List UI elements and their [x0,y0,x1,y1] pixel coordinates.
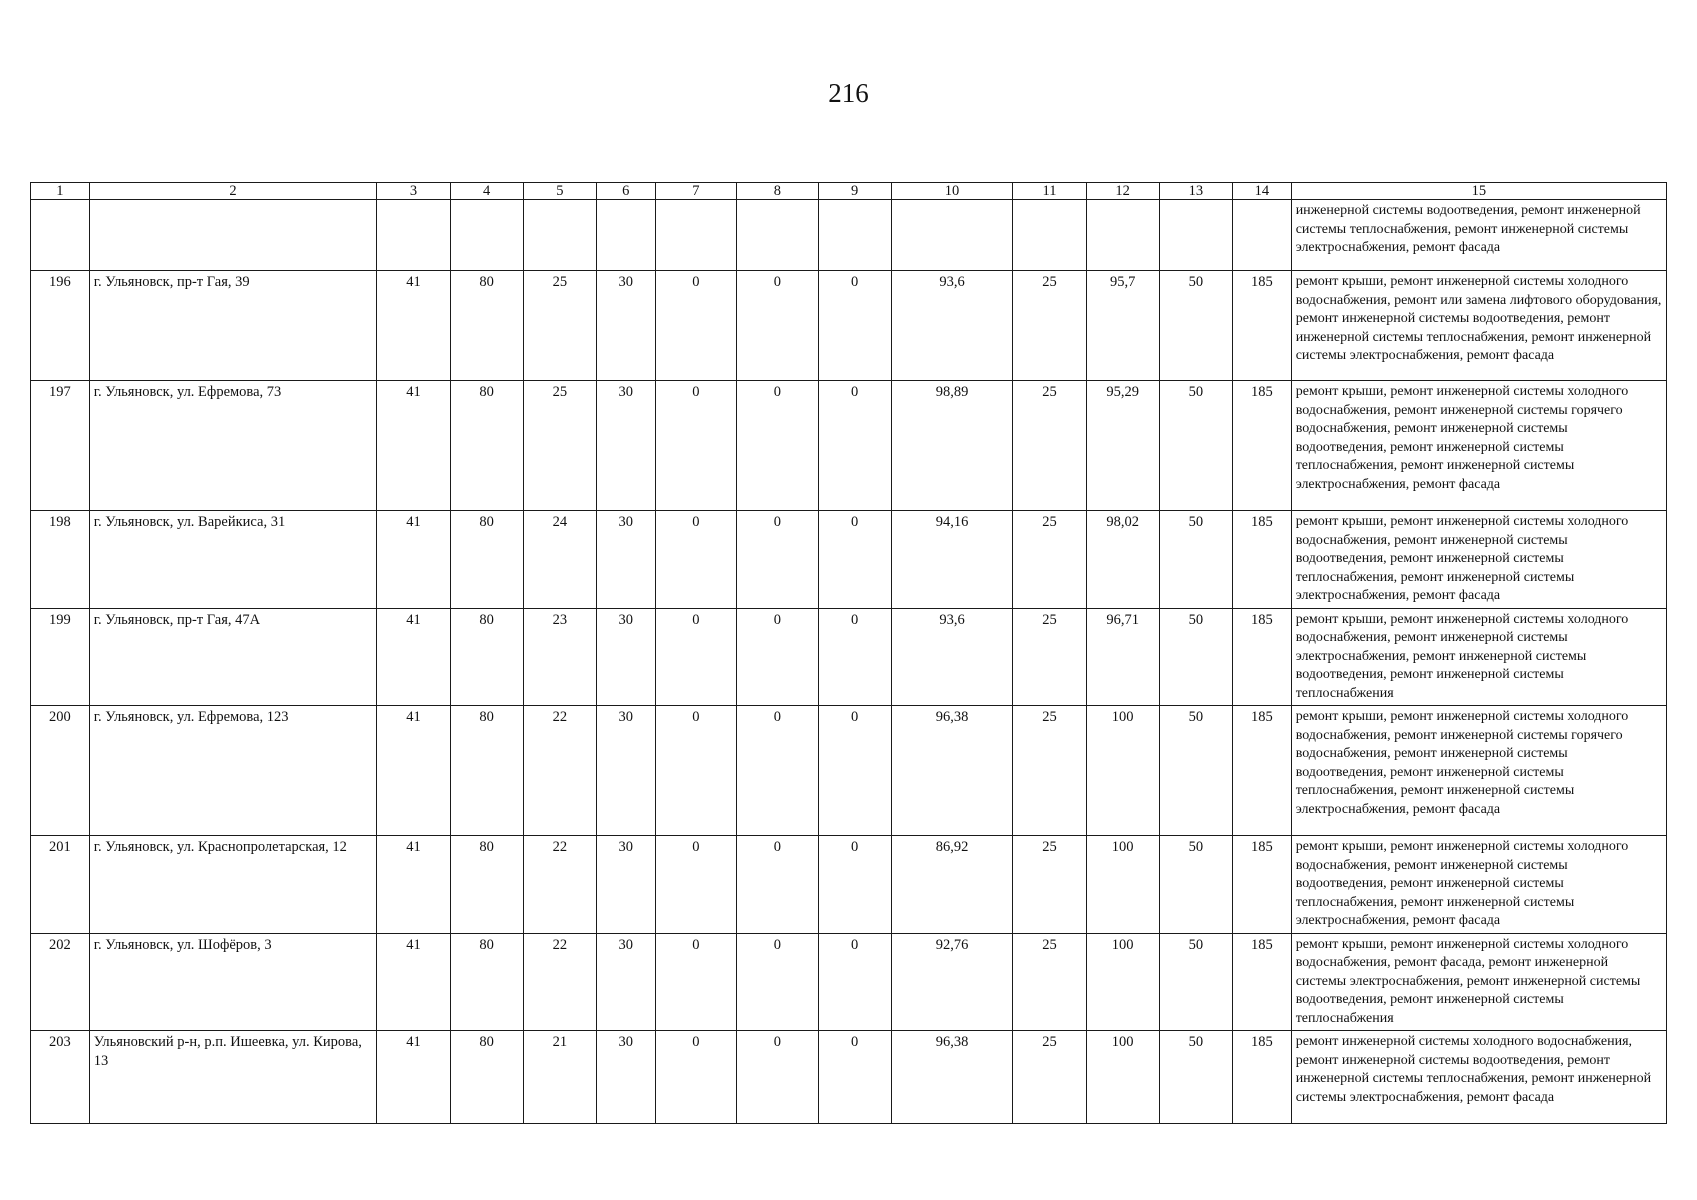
value-cell-14: 185 [1232,1031,1291,1124]
table-row [31,836,1667,934]
column-header-7: 7 [655,183,736,200]
value-cell-10: 96,38 [891,1031,1013,1124]
value-cell-9: 0 [818,836,891,934]
table-header-row [31,183,1667,200]
value-cell-4: 80 [450,1031,523,1124]
value-cell-8: 0 [737,933,818,1031]
table-row-continuation [31,200,1667,271]
works-cell: ремонт крыши, ремонт инженерной системы холодного водоснабжения, ремонт инженерной системы горячего водоснабжения, ремонт инженерной системы водоотведения, ремонт инженерной системы теплоснабжения, ремонт инженерной системы электроснабжения, ремонт фасада [1291,381,1666,511]
value-cell-3: 41 [377,836,450,934]
value-cell-12: 96,71 [1086,608,1159,706]
value-cell-7: 0 [655,608,736,706]
value-cell-9: 0 [818,271,891,381]
value-cell-4: 80 [450,608,523,706]
column-header-13: 13 [1159,183,1232,200]
value-cell-13: 50 [1159,933,1232,1031]
value-cell-8: 0 [737,608,818,706]
column-header-6: 6 [596,183,655,200]
value-cell-11: 25 [1013,381,1086,511]
value-cell-13: 50 [1159,836,1232,934]
value-cell-3: 41 [377,381,450,511]
row-number-cell: 201 [31,836,90,934]
value-cell-14: 185 [1232,511,1291,609]
value-cell-7: 0 [655,271,736,381]
column-header-15: 15 [1291,183,1666,200]
column-header-10: 10 [891,183,1013,200]
value-cell-10: 93,6 [891,271,1013,381]
value-cell-10: 92,76 [891,933,1013,1031]
page-number: 216 [828,78,869,108]
row-number-cell: 196 [31,271,90,381]
value-cell-11: 25 [1013,933,1086,1031]
value-cell-8: 0 [737,706,818,836]
table-row [31,608,1667,706]
value-cell-12: 100 [1086,933,1159,1031]
value-cell-4: 80 [450,381,523,511]
value-cell-13: 50 [1159,511,1232,609]
value-cell-10: 98,89 [891,381,1013,511]
row-number-cell: 199 [31,608,90,706]
works-cell: ремонт крыши, ремонт инженерной системы холодного водоснабжения, ремонт инженерной системы горячего водоснабжения, ремонт инженерной системы водоотведения, ремонт инженерной системы теплоснабжения, ремонт инженерной системы электроснабжения, ремонт фасада [1291,706,1666,836]
value-cell-12: 100 [1086,836,1159,934]
value-cell-9: 0 [818,381,891,511]
value-cell-12: 95,7 [1086,271,1159,381]
value-cell-13: 50 [1159,1031,1232,1124]
value-cell-3: 41 [377,511,450,609]
value-cell-14: 185 [1232,381,1291,511]
address-cell: г. Ульяновск, ул. Ефремова, 73 [89,381,377,511]
value-cell-11: 25 [1013,706,1086,836]
value-cell-6: 30 [596,1031,655,1124]
value-cell-14: 185 [1232,271,1291,381]
table-row [31,1031,1667,1124]
value-cell-3: 41 [377,706,450,836]
table-row [31,933,1667,1031]
value-cell-5: 23 [523,608,596,706]
value-cell-12: 100 [1086,706,1159,836]
address-cell: г. Ульяновск, пр-т Гая, 47А [89,608,377,706]
value-cell-11: 25 [1013,1031,1086,1124]
value-cell-9: 0 [818,511,891,609]
column-header-3: 3 [377,183,450,200]
value-cell-5: 22 [523,836,596,934]
row-number-cell: 200 [31,706,90,836]
value-cell-9: 0 [818,706,891,836]
value-cell-11: 25 [1013,271,1086,381]
table-row [31,271,1667,381]
value-cell-10: 86,92 [891,836,1013,934]
row-number-cell: 202 [31,933,90,1031]
value-cell-5: 21 [523,1031,596,1124]
value-cell-4: 80 [450,511,523,609]
value-cell-3: 41 [377,1031,450,1124]
value-cell-9: 0 [818,608,891,706]
value-cell-13: 50 [1159,271,1232,381]
address-cell: г. Ульяновск, ул. Варейкиса, 31 [89,511,377,609]
data-table [30,182,1667,1124]
works-cell: ремонт крыши, ремонт инженерной системы холодного водоснабжения, ремонт инженерной системы водоотведения, ремонт инженерной системы теплоснабжения, ремонт инженерной системы электроснабжения, ремонт фасада [1291,511,1666,609]
value-cell-6: 30 [596,933,655,1031]
row-number-cell: 197 [31,381,90,511]
value-cell-13: 50 [1159,608,1232,706]
value-cell-6: 30 [596,836,655,934]
value-cell-12: 95,29 [1086,381,1159,511]
value-cell-8: 0 [737,511,818,609]
works-cell: ремонт крыши, ремонт инженерной системы холодного водоснабжения, ремонт инженерной системы электроснабжения, ремонт инженерной системы водоотведения, ремонт инженерной системы теплоснабжения [1291,608,1666,706]
value-cell-7: 0 [655,381,736,511]
address-cell: Ульяновский р-н, р.п. Ишеевка, ул. Кирова, 13 [89,1031,377,1124]
value-cell-11: 25 [1013,608,1086,706]
works-cell: ремонт инженерной системы холодного водоснабжения, ремонт инженерной системы водоотведения, ремонт инженерной системы теплоснабжения, ремонт инженерной системы электроснабжения, ремонт фасада [1291,1031,1666,1124]
column-header-14: 14 [1232,183,1291,200]
value-cell-4: 80 [450,271,523,381]
value-cell-13: 50 [1159,381,1232,511]
value-cell-7: 0 [655,511,736,609]
works-cell: ремонт крыши, ремонт инженерной системы холодного водоснабжения, ремонт инженерной системы водоотведения, ремонт инженерной системы теплоснабжения, ремонт инженерной системы электроснабжения, ремонт фасада [1291,836,1666,934]
value-cell-14: 185 [1232,933,1291,1031]
table-row [31,706,1667,836]
row-number-cell: 203 [31,1031,90,1124]
column-header-8: 8 [737,183,818,200]
value-cell-7: 0 [655,1031,736,1124]
value-cell-5: 22 [523,706,596,836]
value-cell-12: 100 [1086,1031,1159,1124]
value-cell-11: 25 [1013,511,1086,609]
address-cell: г. Ульяновск, ул. Краснопролетарская, 12 [89,836,377,934]
value-cell-5: 22 [523,933,596,1031]
value-cell-11: 25 [1013,836,1086,934]
value-cell-3: 41 [377,608,450,706]
value-cell-6: 30 [596,381,655,511]
value-cell-10: 94,16 [891,511,1013,609]
column-header-9: 9 [818,183,891,200]
value-cell-3: 41 [377,933,450,1031]
value-cell-10: 96,38 [891,706,1013,836]
column-header-2: 2 [89,183,377,200]
address-cell: г. Ульяновск, ул. Шофёров, 3 [89,933,377,1031]
value-cell-6: 30 [596,608,655,706]
value-cell-5: 25 [523,381,596,511]
table-row [31,381,1667,511]
value-cell-14: 185 [1232,706,1291,836]
works-cell: инженерной системы водоотведения, ремонт инженерной системы теплоснабжения, ремонт инженерной системы электроснабжения, ремонт фасада [1291,200,1666,271]
value-cell-9: 0 [818,1031,891,1124]
value-cell-6: 30 [596,271,655,381]
column-header-11: 11 [1013,183,1086,200]
value-cell-8: 0 [737,271,818,381]
value-cell-10: 93,6 [891,608,1013,706]
value-cell-13: 50 [1159,706,1232,836]
address-cell: г. Ульяновск, ул. Ефремова, 123 [89,706,377,836]
value-cell-8: 0 [737,1031,818,1124]
value-cell-12: 98,02 [1086,511,1159,609]
value-cell-8: 0 [737,836,818,934]
value-cell-6: 30 [596,706,655,836]
value-cell-7: 0 [655,933,736,1031]
value-cell-14: 185 [1232,836,1291,934]
column-header-5: 5 [523,183,596,200]
value-cell-9: 0 [818,933,891,1031]
value-cell-8: 0 [737,381,818,511]
table-row [31,511,1667,609]
value-cell-6: 30 [596,511,655,609]
address-cell: г. Ульяновск, пр-т Гая, 39 [89,271,377,381]
value-cell-7: 0 [655,706,736,836]
value-cell-5: 25 [523,271,596,381]
column-header-12: 12 [1086,183,1159,200]
value-cell-5: 24 [523,511,596,609]
value-cell-4: 80 [450,836,523,934]
value-cell-7: 0 [655,836,736,934]
value-cell-3: 41 [377,271,450,381]
column-header-4: 4 [450,183,523,200]
works-cell: ремонт крыши, ремонт инженерной системы холодного водоснабжения, ремонт фасада, ремонт инженерной системы электроснабжения, ремонт инженерной системы водоотведения, ремонт инженерной системы теплоснабжения [1291,933,1666,1031]
value-cell-14: 185 [1232,608,1291,706]
column-header-1: 1 [31,183,90,200]
row-number-cell: 198 [31,511,90,609]
value-cell-4: 80 [450,706,523,836]
value-cell-4: 80 [450,933,523,1031]
works-cell: ремонт крыши, ремонт инженерной системы холодного водоснабжения, ремонт или замена лифтового оборудования, ремонт инженерной системы водоотведения, ремонт инженерной системы теплоснабжения, ремонт инженерной системы электроснабжения, ремонт фасада [1291,271,1666,381]
